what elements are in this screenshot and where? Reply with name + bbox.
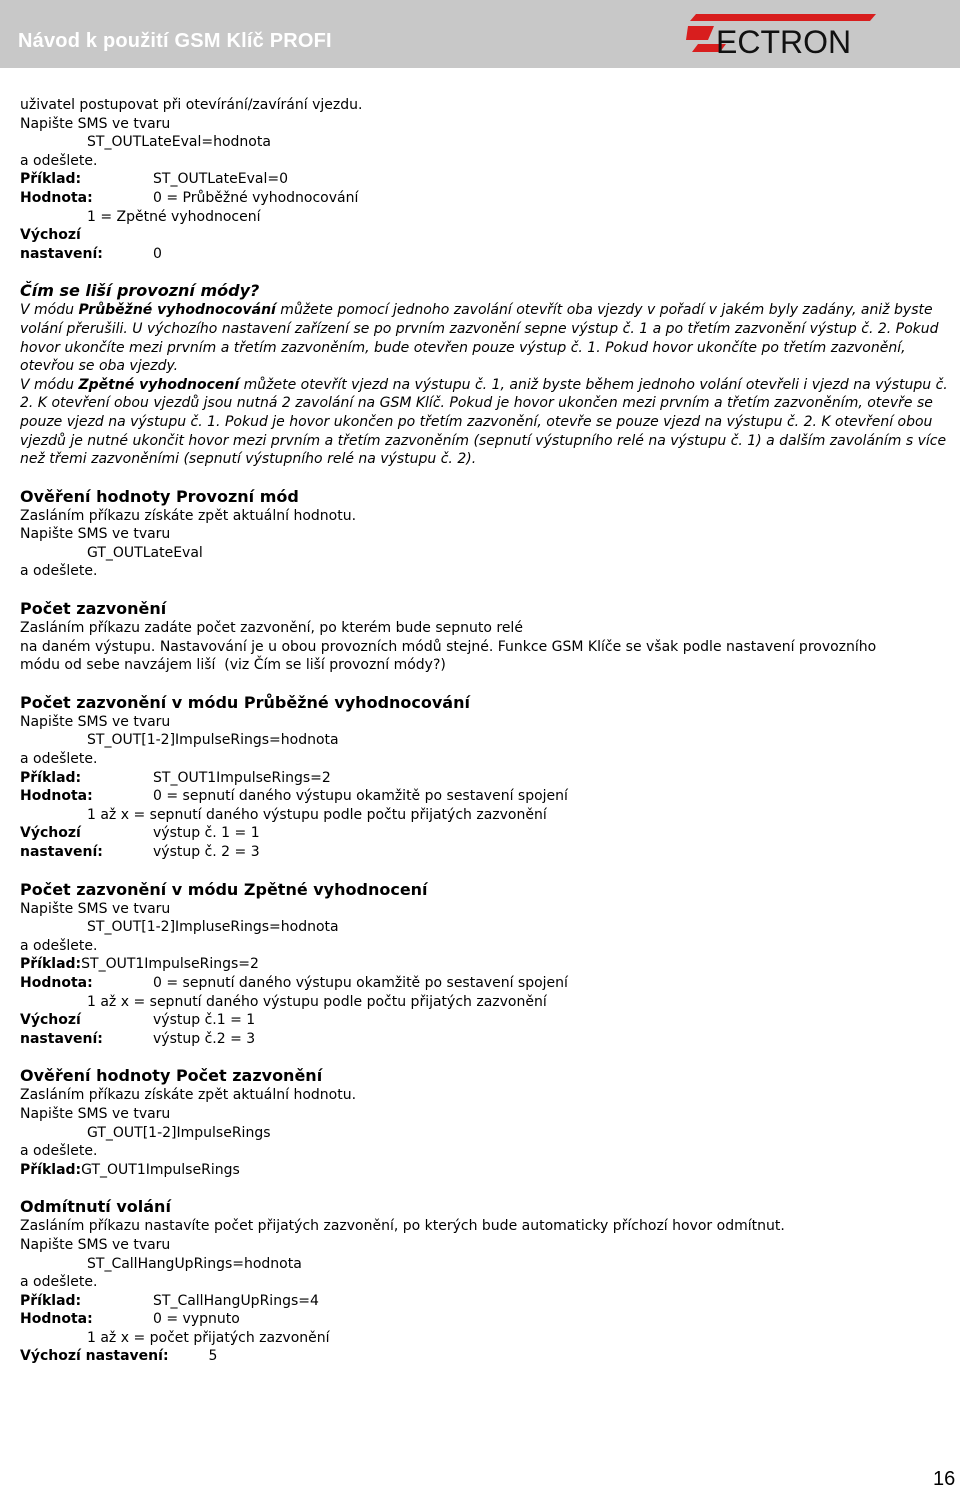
default-label: Výchozí [20,1012,81,1029]
text-line: a odešlete. [20,1274,98,1291]
paragraph [20,301,950,375]
mode-name: Průběžné vyhodnocování [78,302,276,319]
paragraph-text: V módu [20,376,79,393]
value-text-2: 1 = Zpětné vyhodnocení [87,208,261,225]
section-heading: Odmítnutí volání [20,1197,171,1217]
default-label: Výchozí [20,825,81,842]
section-heading: Ověření hodnoty Provozní mód [20,486,299,506]
value-text-2: 1 až x = sepnutí daného výstupu podle počtu přijatých zazvonění [87,993,547,1010]
default-label-2: nastavení: [20,245,103,262]
page-number: 16 [933,1468,956,1490]
example-row [20,769,950,788]
default-value: výstup č. 2 = 3 [153,844,260,860]
text-line: Napište SMS ve tvaru [20,526,171,543]
default-value: výstup č.2 = 3 [153,1030,256,1047]
text-line: Zasláním příkazu získáte zpět aktuální hodnotu. [20,507,357,524]
text-line: a odešlete. [20,152,98,169]
text-line: Napište SMS ve tvaru [20,713,171,730]
text-line: a odešlete. [20,1143,98,1160]
page-content [20,96,950,1366]
default-row [20,843,950,862]
example-label: Příklad: [20,956,82,973]
document-title: Návod k použití GSM Klíč PROFI [18,30,332,52]
example-value: ST_CallHangUpRings=4 [153,1292,319,1309]
value-row [20,787,950,806]
default-label-2: nastavení: [20,1030,103,1047]
text-line: Zasláním příkazu nastavíte počet přijatých zazvonění, po kterých bude automaticky příchozí hovor odmítnut. [20,1218,785,1235]
sectron-logo [686,6,882,58]
paragraph-text: můžete pomocí jednoho zavolání otevřít oba vjezdy v pořadí v jakém byly zadány, aniž byste volání přerušili. U výchozího nastavení zařízení se po prvním zazvonění sepne výstup č. 1 a po třetím zazvonění výstup č. 2. Pokud hovor ukončíte mezi prvním a třetím zazvoněním, bude otevřen pouze výstup č. 1. Pokud hovor ukončíte po třetím zazvonění, otevřou se oba vjezdy. [20,302,939,375]
example-value: ST_OUTLateEval=0 [153,171,288,188]
example-value: ST_OUT1ImpulseRings=2 [81,956,259,973]
value-text: 0 = sepnutí daného výstupu okamžitě po sestavení spojení [153,788,568,805]
example-label: Příklad: [20,1292,82,1309]
text-line: Napište SMS ve tvaru [20,115,171,132]
example-label: Příklad: [20,171,82,188]
value-label: Hodnota: [20,189,93,206]
value-label: Hodnota: [20,1311,93,1328]
example-value: ST_OUT1ImpulseRings=2 [153,769,331,786]
text-line: Napište SMS ve tvaru [20,900,171,917]
example-row [20,955,950,974]
default-value: 5 [208,1348,218,1365]
default-row [20,1347,950,1366]
value-text: 0 = vypnuto [153,1311,240,1328]
default-label: Výchozí [20,227,81,244]
default-row [20,245,950,264]
value-row [20,974,950,993]
value-label: Hodnota: [20,974,93,991]
text-line: Zasláním příkazu zadáte počet zazvonění, po kterém bude sepnuto relé [20,620,523,637]
value-text-2: 1 až x = sepnutí daného výstupu podle počtu přijatých zazvonění [87,806,547,823]
section-heading: Ověření hodnoty Počet zazvonění [20,1066,323,1086]
example-row [20,1292,950,1311]
value-row [20,1310,950,1329]
text-line: Napište SMS ve tvaru [20,1236,171,1253]
text-line: módu od sebe navzájem liší (viz Čím se liší provozní módy?) [20,657,446,674]
value-label: Hodnota: [20,788,93,805]
text-line: a odešlete. [20,937,98,954]
default-value: 0 [153,245,162,262]
text-line: uživatel postupovat při otevírání/zavírání vjezdu. [20,97,363,113]
page-header [0,0,960,68]
text-line: Zasláním příkazu získáte zpět aktuální hodnotu. [20,1087,357,1104]
value-text-2: 1 až x = počet přijatých zazvonění [87,1329,330,1346]
text-line: Napište SMS ve tvaru [20,1105,171,1122]
paragraph-text: V módu [20,302,79,319]
example-value: GT_OUT1ImpulseRings [81,1161,240,1178]
value-row [20,189,950,208]
text-line: na daném výstupu. Nastavování je u obou provozních módů stejné. Funkce GSM Klíče se však podle nastavení provozního [20,638,877,655]
default-row [20,824,950,843]
sms-command: GT_OUT[1-2]ImpulseRings [87,1124,271,1141]
default-value: výstup č.1 = 1 [153,1012,256,1029]
sms-command: ST_OUTLateEval=hodnota [87,134,271,151]
default-label-2: nastavení: [20,844,103,860]
sms-command: ST_CallHangUpRings=hodnota [87,1255,302,1272]
section-heading: Čím se liší provozní módy? [20,281,260,301]
section-heading: Počet zazvonění v módu Průběžné vyhodnocování [20,692,470,712]
text-line: a odešlete. [20,751,98,768]
example-label: Příklad: [20,1161,82,1178]
value-text: 0 = sepnutí daného výstupu okamžitě po sestavení spojení [153,974,568,991]
default-value: výstup č. 1 = 1 [153,825,260,842]
section-heading: Počet zazvonění [20,599,167,619]
sms-command: GT_OUTLateEval [87,544,203,561]
sms-command: ST_OUT[1-2]ImpluseRings=hodnota [87,919,339,936]
mode-name: Zpětné vyhodnocení [78,376,240,393]
default-row [20,1011,950,1030]
default-row [20,1030,950,1049]
svg-text:ECTRON: ECTRON [716,24,852,58]
paragraph-text: můžete otevřít vjezd na výstupu č. 1, aniž byste během jednoho volání otevřeli i vjezd na výstupu č. 2. K otevření obou vjezdů jsou nutná 2 zavolání na GSM Klíč. Pokud je hovor ukončen mezi prvním a třetím zazvoněním, otevře se pouze vjezd na výstupu č. 1. Pokud je hovor ukončen po třetím zazvonění, otevře se pouze vjezd na výstupu č. 2. K otevření obou vjezdů je nutné ukončit hovor mezi prvním a třetím zazvoněním (sepnutí výstupního relé na výstupu č. 1) a dalším zavoláním s více než třemi zazvoněními (sepnutí výstupního relé na výstupu č. 2). [20,376,948,468]
paragraph [20,376,950,469]
default-label: Výchozí nastavení: [20,1348,169,1365]
example-label: Příklad: [20,769,82,786]
text-line: a odešlete. [20,563,98,580]
example-row [20,170,950,189]
section-heading: Počet zazvonění v módu Zpětné vyhodnocení [20,879,428,899]
value-text: 0 = Průběžné vyhodnocování [153,189,359,206]
sms-command: ST_OUT[1-2]ImpulseRings=hodnota [87,732,339,749]
example-row [20,1161,950,1180]
